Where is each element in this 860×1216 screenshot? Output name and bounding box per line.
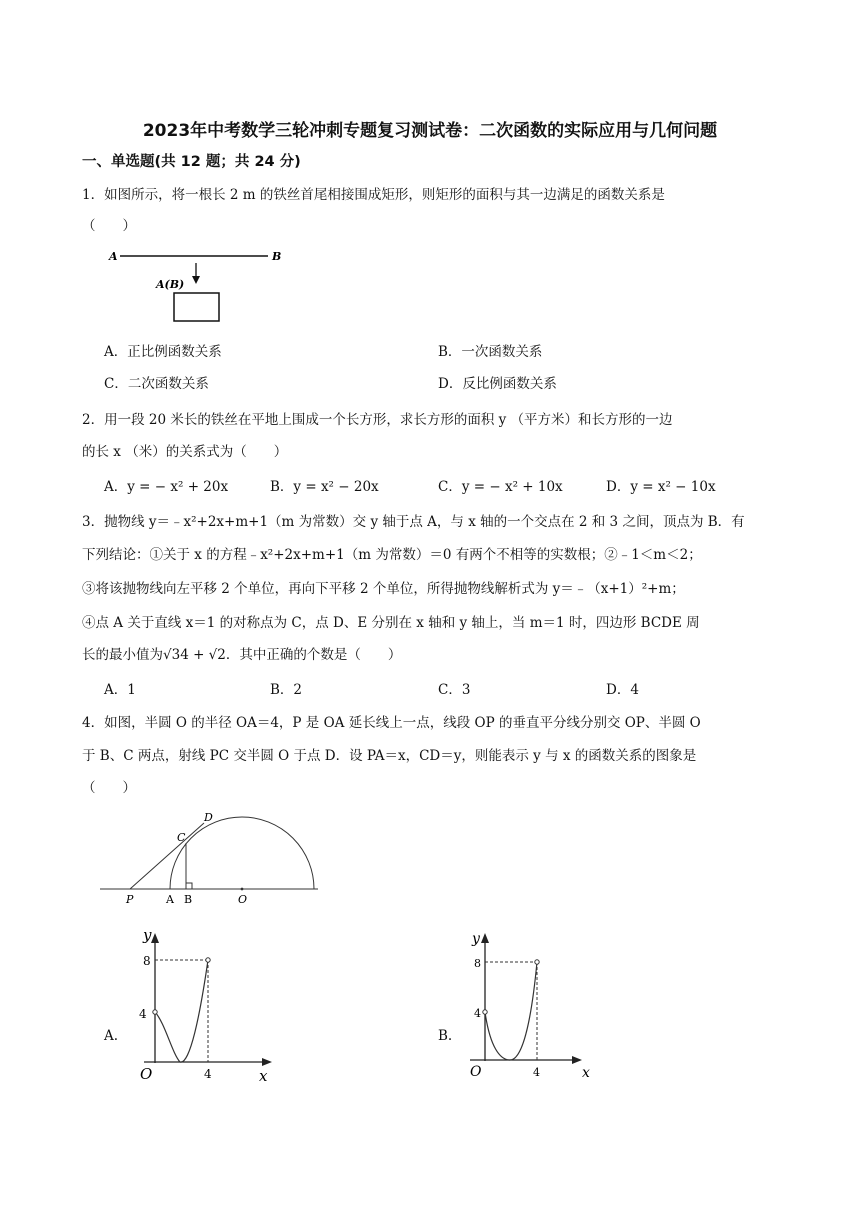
label-b: B [184, 893, 193, 906]
tick-8: 8 [474, 957, 481, 970]
right-angle-mark [186, 883, 192, 889]
tick-4-y: 4 [139, 1007, 147, 1021]
x-axis-arrow-icon [262, 1058, 272, 1066]
q1-option-a: A．正比例函数关系 [104, 344, 222, 360]
open-point [535, 960, 539, 964]
open-point [153, 1010, 157, 1014]
label-d: D [204, 811, 213, 824]
section-heading: 一、单选题(共 12 题；共 24 分) [82, 154, 301, 170]
tick-4-x: 4 [204, 1067, 212, 1081]
q2-option-c: C．y = − x² + 10x [438, 479, 563, 495]
q4-semicircle-figure [100, 805, 325, 905]
label-a: A [166, 893, 174, 906]
label-c: C [177, 831, 186, 844]
y-label: y [472, 931, 480, 947]
y-axis-arrow-icon [151, 933, 159, 943]
curve [155, 960, 208, 1062]
q3-text-line4: ④点 A 关于直线 x＝1 的对称点为 C，点 D、E 分别在 x 轴和 y 轴上，当 m＝1 时，四边形 BCDE 周 [82, 615, 700, 631]
q4-option-b-label: B. [438, 1028, 453, 1044]
q4-graph-b [460, 925, 600, 1090]
origin-label: O [140, 1065, 153, 1083]
x-label: x [259, 1067, 268, 1085]
origin-label: O [470, 1064, 482, 1080]
q1-text-line2: （ ） [82, 218, 136, 234]
q1-option-b: B．一次函数关系 [438, 344, 543, 360]
q1-option-c: C．二次函数关系 [104, 376, 209, 392]
label-p: P [126, 893, 134, 906]
q3-option-c: C．3 [438, 682, 471, 698]
q3-text-line2: 下列结论：①关于 x 的方程﹣x²+2x+m+1（m 为常数）＝0 有两个不相等的实数根；②﹣1＜m＜2； [82, 547, 702, 563]
q3-text-line1: 3．抛物线 y＝﹣x²+2x+m+1（m 为常数）交 y 轴于点 A，与 x 轴的一个交点在 2 和 3 之间，顶点为 B．有 [82, 514, 745, 530]
q2-text-line1: 2．用一段 20 米长的铁丝在平地上围成一个长方形，求长方形的面积 y （平方米）和长方形的一边 [82, 412, 673, 428]
q1-option-d: D．反比例函数关系 [438, 376, 557, 392]
label-o: O [238, 893, 248, 906]
q2-option-a: A．y = − x² + 20x [104, 479, 229, 495]
q4-text-line2: 于 B、C 两点，射线 PC 交半圆 O 于点 D．设 PA＝x，CD＝y，则能表示 y 与 x 的函数关系的图象是 [82, 748, 697, 764]
page-title: 2023年中考数学三轮冲刺专题复习测试卷：二次函数的实际应用与几何问题 [142, 121, 718, 141]
rectangle-shape [174, 293, 219, 321]
q1-text-line1: 1．如图所示，将一根长 2 m 的铁丝首尾相接围成矩形，则矩形的面积与其一边满足的函数关系是 [82, 187, 665, 203]
tick-4-x: 4 [533, 1066, 540, 1079]
label-a: A [109, 250, 118, 263]
q3-option-a: A．1 [104, 682, 136, 698]
q3-text-line3: ③将该抛物线向左平移 2 个单位，再向下平移 2 个单位，所得抛物线解析式为 y＝﹣（x+1）²+m； [82, 581, 685, 597]
q4-graph-a [130, 925, 280, 1090]
x-label: x [582, 1065, 590, 1081]
q2-option-d: D．y = x² − 10x [606, 479, 716, 495]
q2-option-b: B．y = x² − 20x [270, 479, 379, 495]
x-axis-arrow-icon [572, 1056, 582, 1064]
q3-text-line5: 长的最小值为√34 + √2．其中正确的个数是（ ） [82, 647, 402, 663]
label-b: B [272, 250, 282, 263]
q4-text-line1: 4．如图，半圆 O 的半径 OA＝4，P 是 OA 延长线上一点，线段 OP 的垂直平分线分别交 OP、半圆 O [82, 715, 701, 731]
label-ab: A(B) [156, 278, 185, 291]
q1-wire-figure [100, 245, 300, 327]
q4-text-line3: （ ） [82, 780, 136, 796]
y-axis-arrow-icon [481, 933, 489, 943]
tick-4-y: 4 [474, 1007, 481, 1020]
center-dot [241, 888, 244, 891]
y-label: y [143, 926, 152, 944]
tick-8: 8 [143, 954, 151, 968]
open-point [483, 1010, 487, 1014]
ray-pc [130, 823, 204, 889]
semicircle [170, 817, 314, 889]
curve [485, 962, 537, 1060]
q3-option-b: B．2 [270, 682, 303, 698]
q3-option-d: D．4 [606, 682, 639, 698]
q4-option-a-label: A. [104, 1028, 119, 1044]
q2-text-line2: 的长 x （米）的关系式为（ ） [82, 444, 288, 460]
open-point [206, 958, 210, 962]
